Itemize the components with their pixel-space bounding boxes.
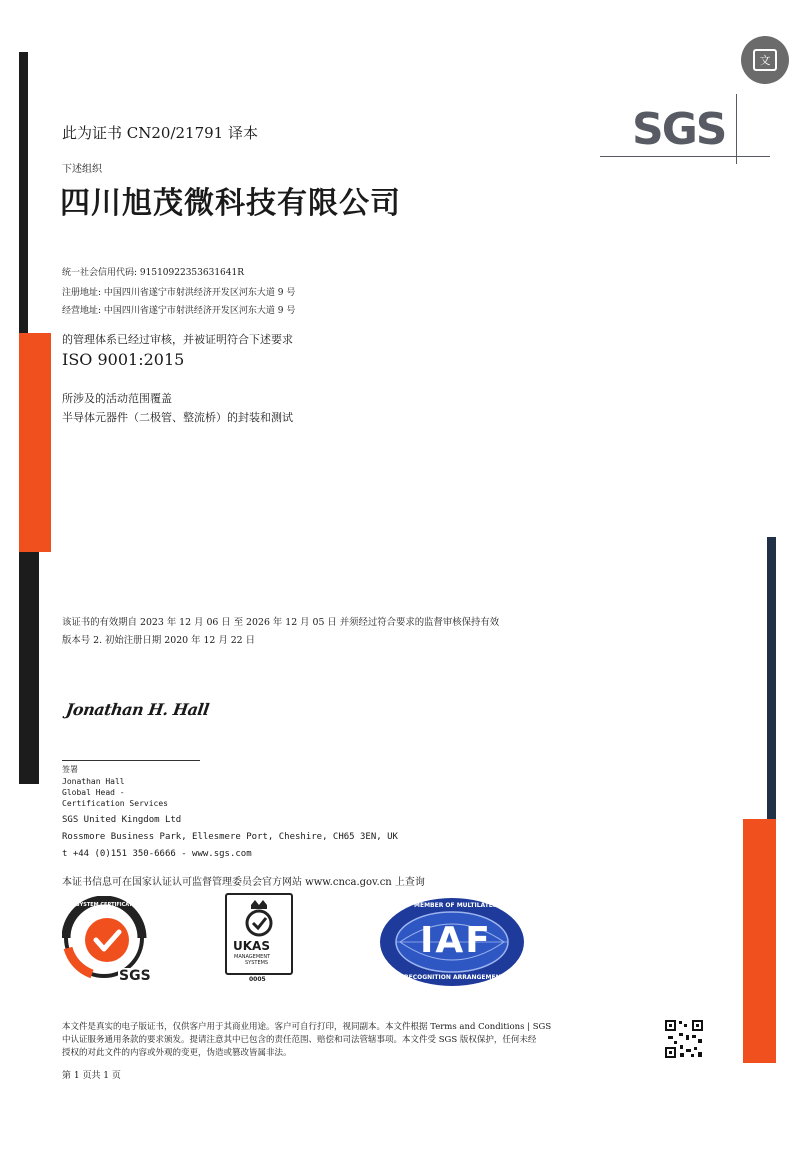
scope-label: 所涉及的活动范围覆盖 [62,392,172,405]
signature-label: 签署 [62,765,78,774]
sgs-badge-brand: SGS [119,968,151,984]
company-contact: t +44 (0)151 350-6666 - www.sgs.com [62,849,252,859]
page-number: 第 1 页共 1 页 [62,1071,121,1081]
left-dark-bar-top [19,52,28,336]
sgs-system-certification-badge [59,896,154,988]
sgs-logo-text: SGS [632,104,726,155]
translate-view-button[interactable] [741,36,789,84]
crown-check-icon [239,897,279,937]
translate-icon: 文 [753,49,777,71]
disclaimer-line-2: 中认证服务通用条款的要求颁发。提请注意其中已包含的责任范围、赔偿和司法管辖事项。本文件受 SGS 版权保护，任何未经 [62,1035,537,1045]
iaf-ring-top: MEMBER OF MULTILATERAL [414,902,506,909]
right-orange-bar [743,819,776,1063]
company-name: SGS United Kingdom Ltd [62,815,182,825]
org-label: 下述组织 [62,164,102,175]
ukas-number: 0005 [249,976,266,983]
iso-standard: ISO 9001:2015 [62,350,185,369]
company-address: Rossmore Business Park, Ellesmere Port, Cheshire, CH65 3EN, UK [62,832,398,842]
iaf-logo [378,896,526,988]
signer-name: Jonathan Hall [62,777,125,786]
registered-address: 注册地址: 中国四川省遂宁市射洪经济开发区河东大道 9 号 [62,288,296,298]
iaf-text: IAF [420,920,492,961]
left-orange-bar [19,333,51,552]
disclaimer-line-1: 本文件是真实的电子版证书，仅供客户用于其商业用途。客户可自行打印，视同副本。本文件根据 Terms and Conditions | SGS [62,1022,552,1032]
sgs-logo [632,104,742,160]
sgs-badge-side-text: ISO 9001 [59,952,74,978]
sgs-logo-line [600,156,770,157]
signer-title-1: Global Head - [62,788,125,797]
signer-title-2: Certification Services [62,799,168,808]
qr-code[interactable] [664,1019,704,1059]
verification-note: 本证书信息可在国家认证认可监督管理委员会官方网站 www.cnca.gov.cn 上查询 [62,877,425,888]
ukas-sub-1: MANAGEMENT [234,954,271,960]
business-address: 经营地址: 中国四川省遂宁市射洪经济开发区河东大道 9 号 [62,306,296,316]
right-navy-bar [767,537,776,819]
sgs-logo-vline [736,94,737,164]
version-info: 版本号 2. 初始注册日期 2020 年 12 月 22 日 [62,635,256,646]
sgs-badge-top-text: SYSTEM CERTIFICATION [76,902,143,908]
certification-statement: 的管理体系已经过审核，并被证明符合下述要求 [62,333,293,346]
ukas-logo [225,893,293,987]
ukas-sub-2: SYSTEMS [245,960,269,966]
credit-code: 统一社会信用代码: 91510922353631641R [62,268,245,278]
ukas-title: UKAS [233,939,270,953]
left-dark-bar-bottom [19,552,39,784]
validity-period: 该证书的有效期自 2023 年 12 月 06 日 至 2026 年 12 月 05 日 并须经过符合要求的监督审核保持有效 [62,617,500,628]
disclaimer-line-3: 授权的对此文件的内容或外观的变更，伪造或篡改皆属非法。 [62,1048,292,1058]
signature-line [62,760,200,761]
handwritten-signature: Jonathan H. Hall [64,700,211,719]
scope-text: 半导体元器件（二极管、整流桥）的封装和测试 [62,411,293,424]
iaf-ring-bottom: RECOGNITION ARRANGEMENT [404,974,505,981]
certificate-number-line: 此为证书 CN20/21791 译本 [62,124,258,142]
organization-name: 四川旭茂微科技有限公司 [60,186,401,221]
